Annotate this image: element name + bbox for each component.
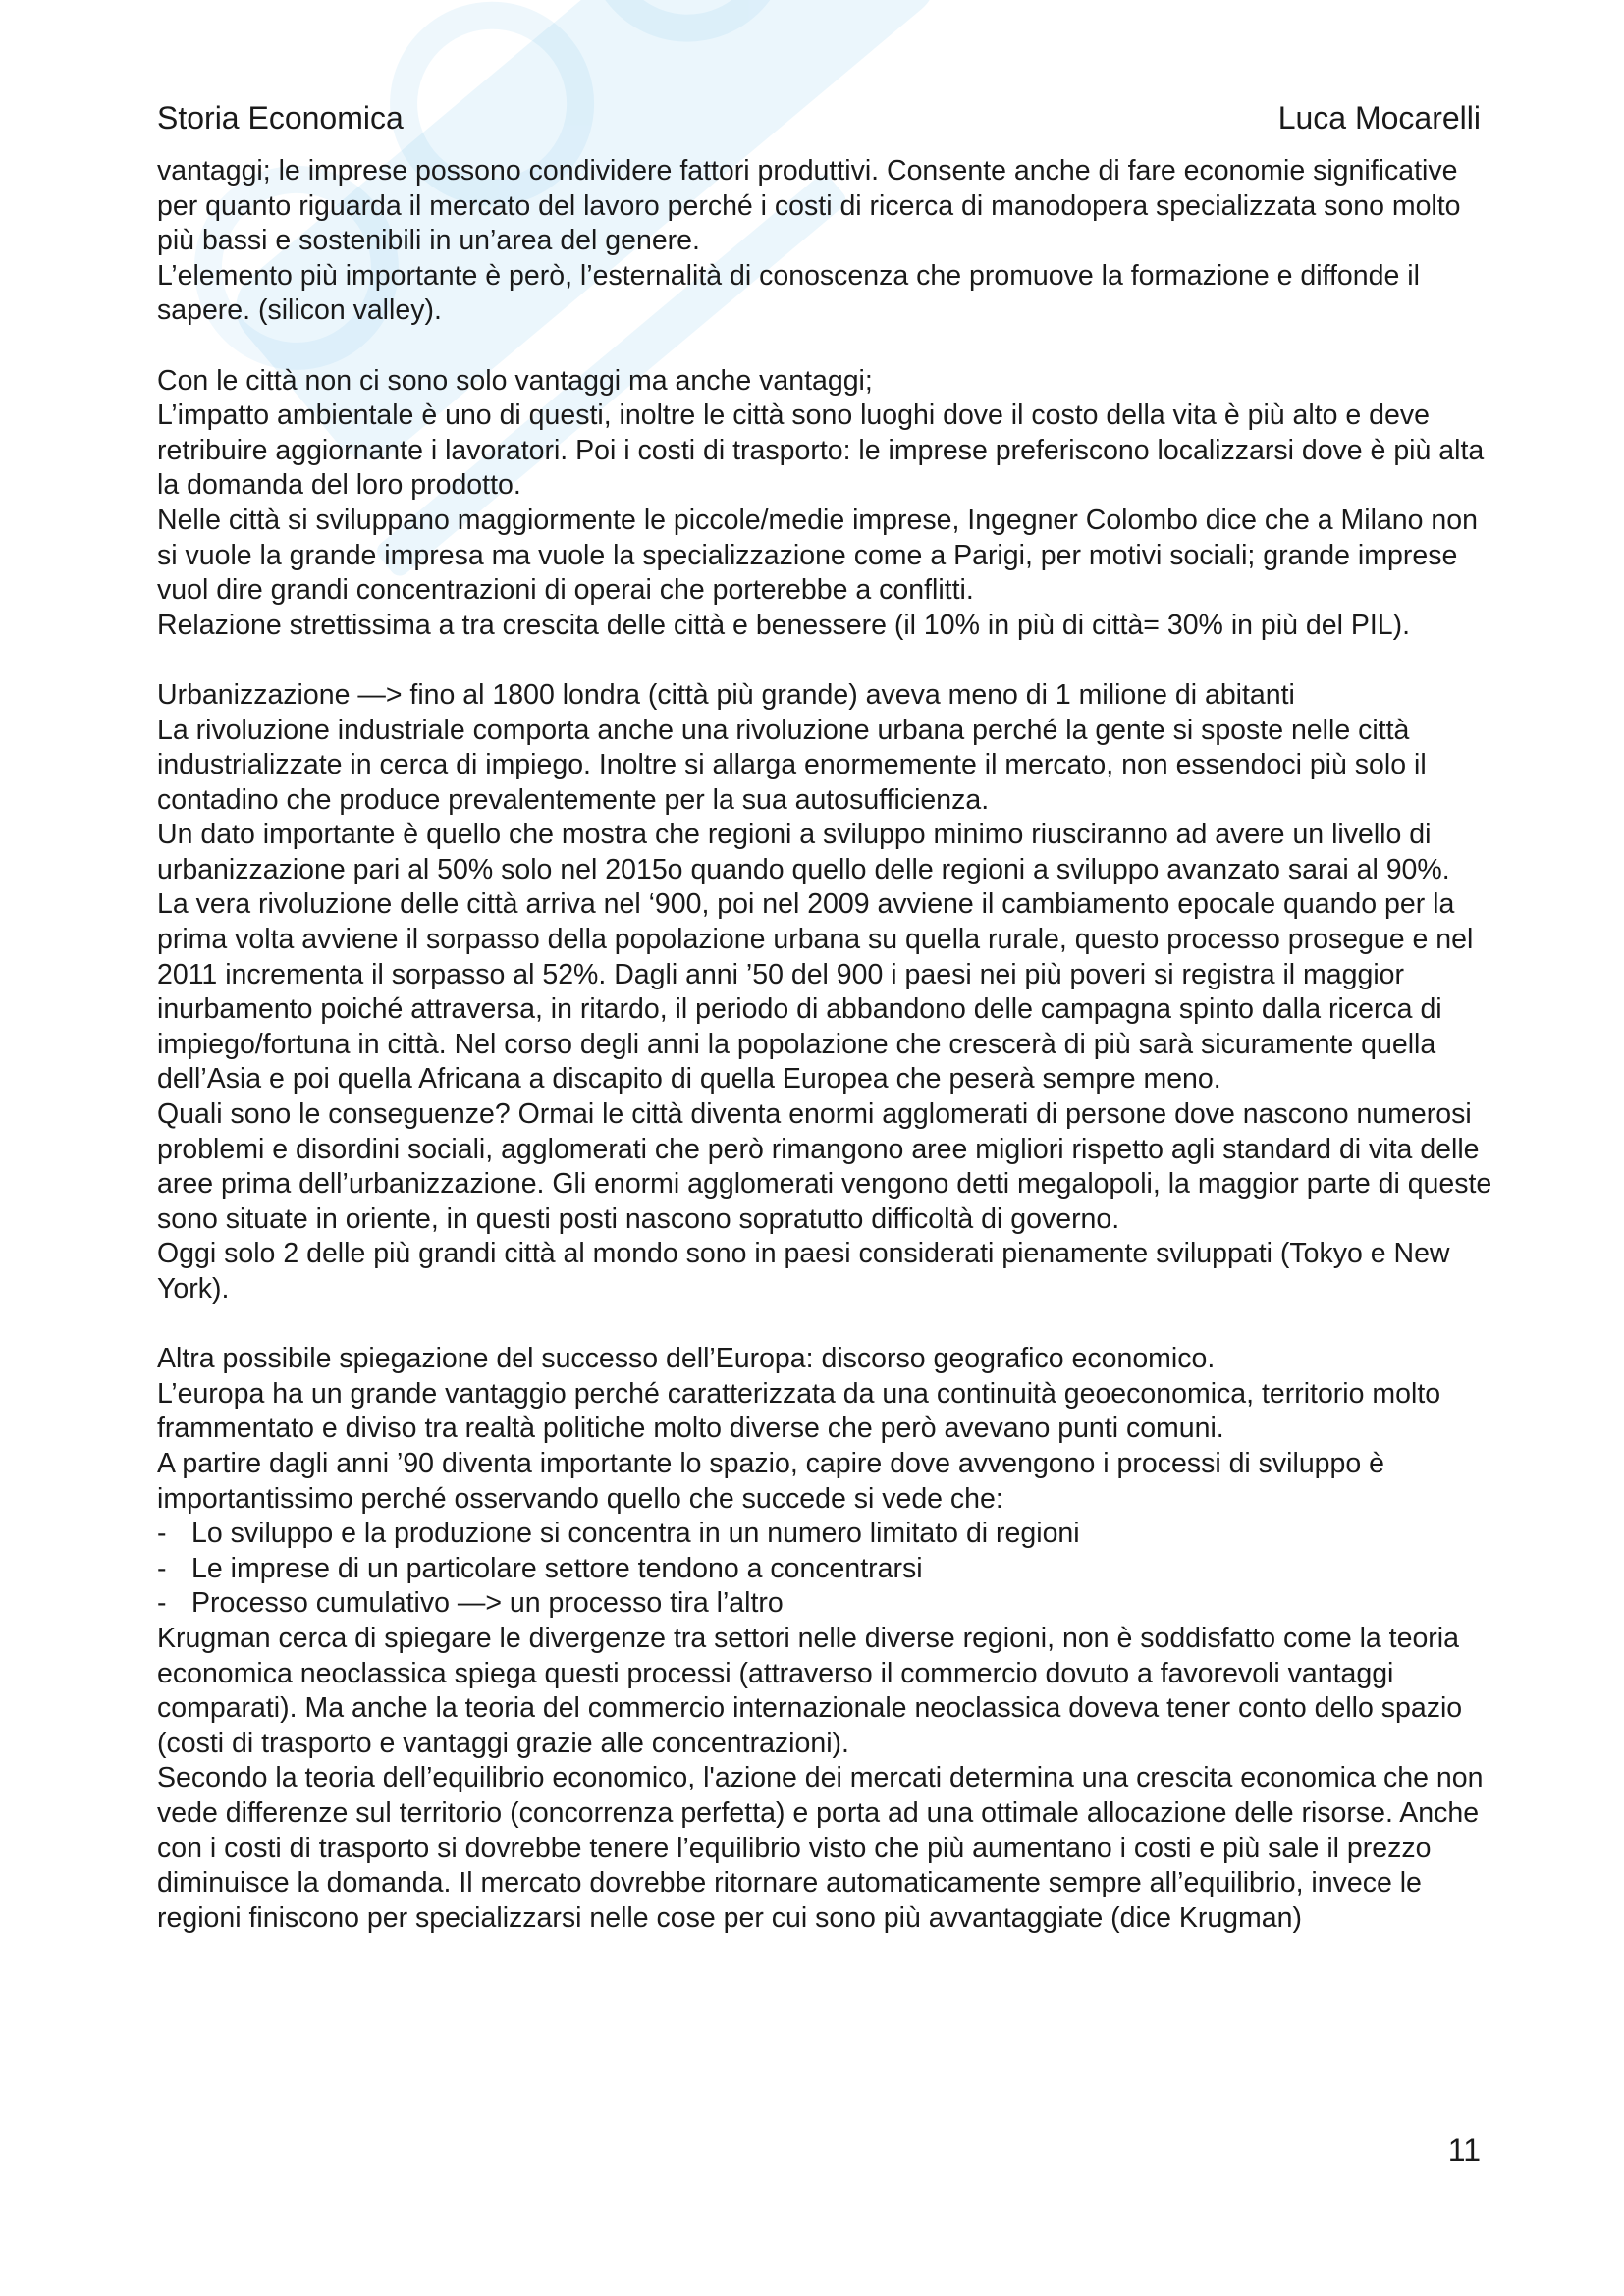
paragraph: La vera rivoluzione delle città arriva nel ‘900, poi nel 2009 avviene il cambiamento epocale quando per la prima volta avviene il sorpasso della popolazione urbana su quella rurale, questo processo prosegue e nel 2011 incrementa il sorpasso al 52%. Dagli anni ’50 del 900 i paesi nei più poveri si registra il maggior inurbamento poiché attraversa, in ritardo, il periodo di abbandono delle campagna spinto dalla ricerca di impiego/fortuna in città. Nel corso degli anni la popolazione che crescerà di più sarà sicuramente quella dell’Asia e poi quella Africana a discapito di quella Europea che peserà sempre meno. [157, 888, 1474, 1095]
blank-line [157, 329, 1492, 364]
paragraph: A partire dagli anni ’90 diventa importante lo spazio, capire dove avvengono i processi di sviluppo è importantissimo perché osservando quello che succede si vede che: [157, 1447, 1385, 1515]
paragraph: Con le città non ci sono solo vantaggi ma anche vantaggi; [157, 364, 873, 397]
paragraph: vantaggi; le imprese possono condividere fattori produttivi. Consente anche di fare economie significative per quanto riguarda il mercato del lavoro perché i costi di ricerca di manodopera specializzata sono molto più bassi e sostenibili in un’area del genere. [157, 155, 1461, 257]
paragraph: Secondo la teoria dell’equilibrio economico, l'azione dei mercati determina una crescita economica che non vede differenze sul territorio (concorrenza perfetta) e porta ad una ottimale allocazione delle risorse. Anche con i costi di trasporto si dovrebbe tenere l’equilibrio visto che più aumentano i costi e più sale il prezzo diminuisce la domanda. Il mercato dovrebbe ritornare automaticamente sempre all’equilibrio, invece le regioni finiscono per specializzarsi nelle cose per cui sono più avvantaggiate (dice Krugman) [157, 1762, 1484, 1934]
list-item-text: Processo cumulativo —> un processo tira l’altro [191, 1587, 784, 1620]
page-header [157, 98, 1481, 137]
document-body [157, 154, 1492, 1936]
dash-bullet: - [157, 1587, 167, 1620]
list-item [157, 1517, 1492, 1552]
list-item-text: Lo sviluppo e la produzione si concentra in un numero limitato di regioni [191, 1518, 1080, 1550]
blank-line [157, 1308, 1492, 1343]
header-author: Luca Mocarelli [1277, 100, 1481, 135]
dash-bullet: - [157, 1552, 167, 1584]
page-number: 11 [1447, 2132, 1481, 2167]
paragraph: L’impatto ambientale è uno di questi, inoltre le città sono luoghi dove il costo della vita è più alto e deve retribuire aggiornante i lavoratori. Poi i costi di trasporto: le imprese preferiscono localizzarsi dove è più alta la domanda del loro prodotto. [157, 400, 1485, 502]
paragraph: L’elemento più importante è però, l’esternalità di conoscenza che promuove la formazione e diffonde il sapere. (silicon valley). [157, 259, 1420, 327]
paragraph: Relazione strettissima a tra crescita delle città e benessere (il 10% in più di città= 30% in più del PIL). [157, 609, 1411, 641]
paragraph: Urbanizzazione —> fino al 1800 londra (città più grande) aveva meno di 1 milione di abitanti [157, 678, 1295, 711]
dash-bullet: - [157, 1518, 167, 1550]
paragraph: Un dato importante è quello che mostra che regioni a sviluppo minimo riusciranno ad avere un livello di urbanizzazione pari al 50% solo nel 2015o quando quello delle regioni a sviluppo avanzato sarai al 90%. [157, 819, 1450, 885]
paragraph: Quali sono le conseguenze? Ormai le città diventa enormi agglomerati di persone dove nascono numerosi problemi e disordini sociali, agglomerati che però rimangono aree migliori rispetto agli standard di vita delle aree prima dell’urbanizzazione. Gli enormi agglomerati vengono detti megalopoli, la maggior parte di queste sono situate in oriente, in questi posti nascono sopratutto difficoltà di governo. [157, 1098, 1492, 1235]
bullet-list [157, 1517, 1492, 1622]
list-item-text: Le imprese di un particolare settore tendono a concentrarsi [191, 1552, 923, 1584]
blank-line [157, 643, 1492, 678]
paragraph: La rivoluzione industriale comporta anche una rivoluzione urbana perché la gente si sposte nelle città industrializzate in cerca di impiego. Inoltre si allarga enormemente il mercato, non essendoci più solo il contadino che produce prevalentemente per la sua autosufficienza. [157, 714, 1427, 816]
paragraph: Altra possibile spiegazione del successo dell’Europa: discorso geografico economico. [157, 1343, 1216, 1375]
list-item [157, 1586, 1492, 1622]
header-course-title: Storia Economica [157, 100, 404, 135]
paragraph: Oggi solo 2 delle più grandi città al mondo sono in paesi considerati pienamente sviluppati (Tokyo e New York). [157, 1238, 1450, 1305]
paragraph: Nelle città si sviluppano maggiormente le piccole/medie imprese, Ingegner Colombo dice che a Milano non si vuole la grande impresa ma vuole la specializzazione come a Parigi, per motivi sociali; grande imprese vuol dire grandi concentrazioni di operai che porterebbe a conflitti. [157, 504, 1478, 607]
paragraph: L’europa ha un grande vantaggio perché caratterizzata da una continuità geoeconomica, territorio molto frammentato e diviso tra realtà politiche molto diverse che però avevano punti comuni. [157, 1377, 1441, 1445]
paragraph: Krugman cerca di spiegare le divergenze tra settori nelle diverse regioni, non è soddisfatto come la teoria economica neoclassica spiega questi processi (attraverso il commercio dovuto a favorevoli vantaggi comparati). Ma anche la teoria del commercio internazionale neoclassica doveva tener conto dello spazio (costi di trasporto e vantaggi grazie alle concentrazioni). [157, 1622, 1463, 1759]
list-item [157, 1552, 1492, 1587]
